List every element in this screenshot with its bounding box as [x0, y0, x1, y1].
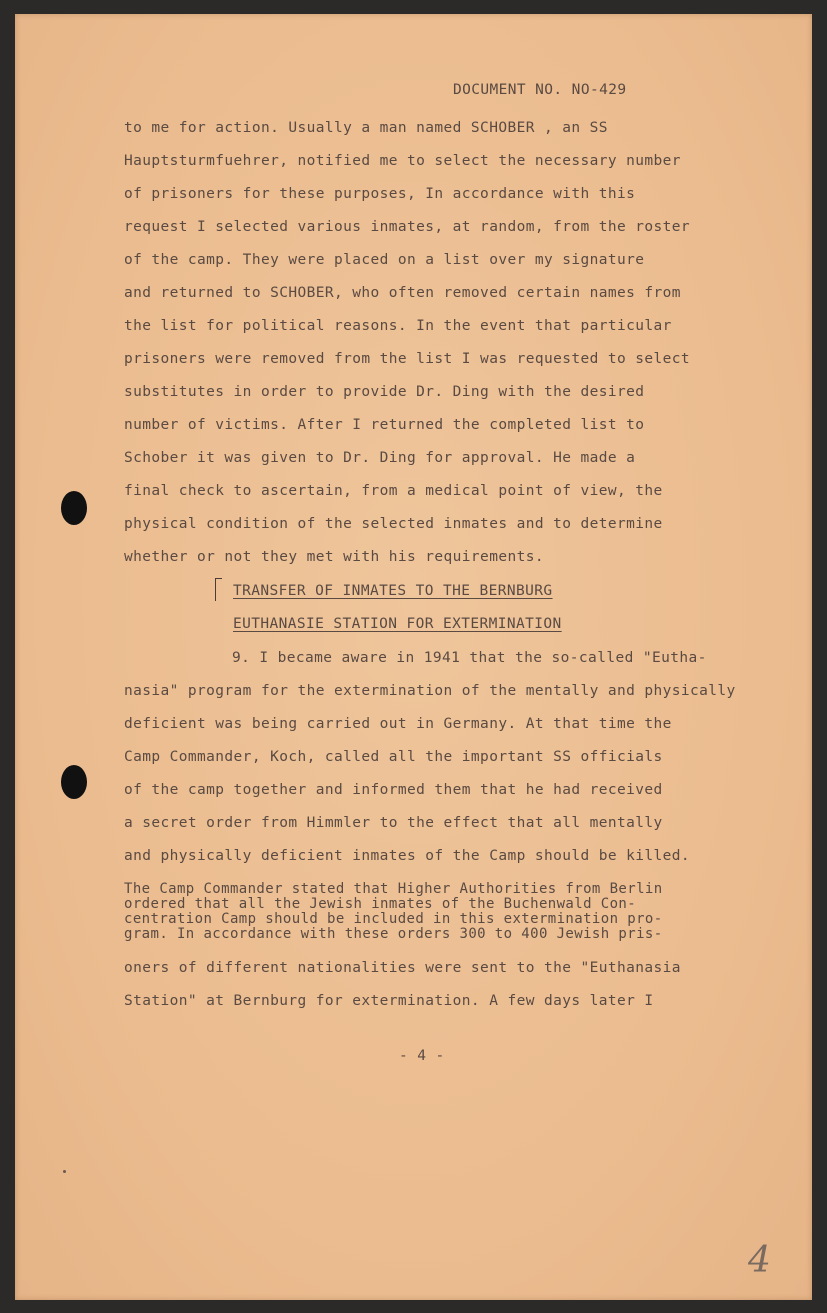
- section-heading-line-1: TRANSFER OF INMATES TO THE BERNBURG: [233, 583, 553, 599]
- paragraph-1-line: Hauptsturmfuehrer, notified me to select the necessary number: [124, 153, 681, 169]
- paragraph-1-line: of prisoners for these purposes, In accordance with this: [124, 186, 636, 202]
- paragraph-2-line: and physically deficient inmates of the Camp should be killed.: [124, 848, 691, 864]
- inserted-passage-line: gram. In accordance with these orders 300 to 400 Jewish pris-: [124, 926, 663, 942]
- paragraph-1-line: the list for political reasons. In the event that particular: [124, 318, 672, 334]
- paragraph-1-line: to me for action. Usually a man named SCHOBER , an SS: [124, 120, 608, 136]
- document-number: DOCUMENT NO. NO-429: [453, 82, 627, 98]
- paragraph-1-line: Schober it was given to Dr. Ding for approval. He made a: [124, 450, 636, 466]
- paragraph-2-line: Camp Commander, Koch, called all the important SS officials: [124, 749, 663, 765]
- handwritten-page-mark: 4: [748, 1240, 771, 1281]
- punch-hole-upper: [61, 491, 87, 525]
- paragraph-1-line: substitutes in order to provide Dr. Ding with the desired: [124, 384, 645, 400]
- section-heading-line-2: EUTHANASIE STATION FOR EXTERMINATION: [233, 616, 562, 632]
- page-number: - 4 -: [399, 1048, 445, 1064]
- paragraph-3-line: oners of different nationalities were sent to the "Euthanasia: [124, 960, 681, 976]
- paragraph-3-line: Station" at Bernburg for extermination. A few days later I: [124, 993, 654, 1009]
- paragraph-2-line: a secret order from Himmler to the effect that all mentally: [124, 815, 663, 831]
- paper-speck: [63, 1170, 66, 1173]
- paragraph-2-line: of the camp together and informed them that he had received: [124, 782, 663, 798]
- paragraph-2-line: nasia" program for the extermination of the mentally and physically: [124, 683, 736, 699]
- paragraph-1-line: physical condition of the selected inmates and to determine: [124, 516, 663, 532]
- inserted-passage-line: The Camp Commander stated that Higher Authorities from Berlin: [124, 881, 663, 897]
- paragraph-2-line: deficient was being carried out in Germany. At that time the: [124, 716, 672, 732]
- paragraph-1-line: whether or not they met with his requirements.: [124, 549, 544, 565]
- paragraph-1-line: final check to ascertain, from a medical point of view, the: [124, 483, 663, 499]
- paragraph-1-line: number of victims. After I returned the completed list to: [124, 417, 645, 433]
- punch-hole-lower: [61, 765, 87, 799]
- heading-bracket-mark: [215, 578, 222, 601]
- paragraph-1-line: of the camp. They were placed on a list over my signature: [124, 252, 645, 268]
- inserted-passage-line: ordered that all the Jewish inmates of the Buchenwald Con-: [124, 896, 637, 912]
- paragraph-1-line: and returned to SCHOBER, who often removed certain names from: [124, 285, 681, 301]
- paragraph-2-line: 9. I became aware in 1941 that the so-called "Eutha-: [232, 650, 707, 666]
- inserted-passage-line: centration Camp should be included in this extermination pro-: [124, 911, 663, 927]
- document-page: [15, 14, 812, 1300]
- paragraph-1-line: prisoners were removed from the list I was requested to select: [124, 351, 691, 367]
- paragraph-1-line: request I selected various inmates, at random, from the roster: [124, 219, 691, 235]
